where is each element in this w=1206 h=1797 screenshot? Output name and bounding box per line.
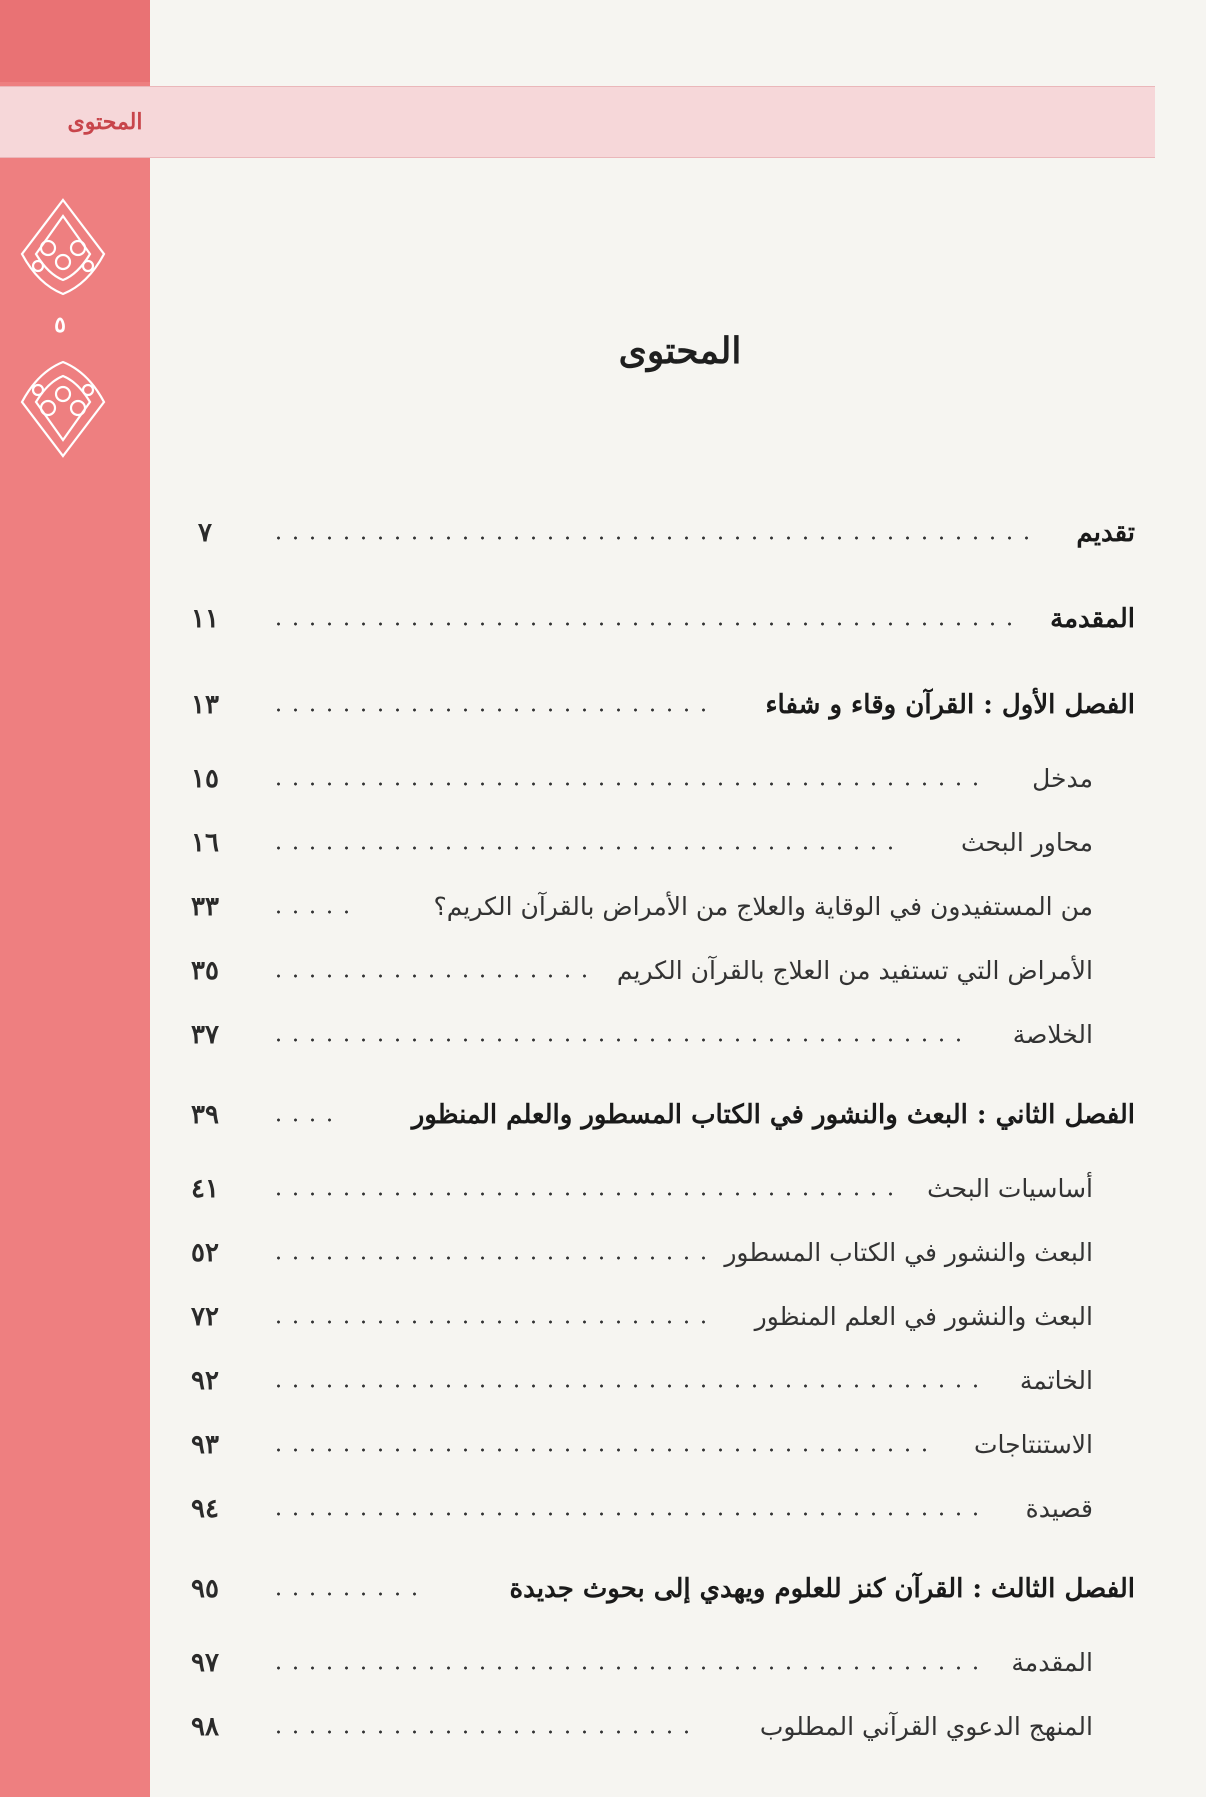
toc-row <box>175 1100 1155 1150</box>
toc-leader-dots <box>270 708 710 712</box>
toc-page-number: ٩٨ <box>191 1712 219 1742</box>
toc-entry-title: المنهج الدعوي القرآني المطلوب <box>759 1712 1093 1741</box>
ornament-top-icon <box>8 196 118 306</box>
toc-page-number: ٩٤ <box>191 1494 219 1524</box>
running-header-title: المحتوى <box>67 109 143 135</box>
toc-page-number: ٩٥ <box>191 1574 219 1604</box>
toc-page-number: ٣٣ <box>191 892 219 922</box>
toc-page-number: ١٥ <box>191 764 219 794</box>
toc-page-number: ١٦ <box>191 828 219 858</box>
toc-row <box>175 1238 1155 1288</box>
toc-entry-title: محاور البحث <box>960 828 1093 857</box>
toc-page-number: ٧ <box>198 518 212 548</box>
toc-page-number: ٣٩ <box>191 1100 219 1130</box>
toc-row <box>175 1174 1155 1224</box>
toc-row <box>175 1366 1155 1416</box>
toc-page-number: ١١ <box>191 604 219 634</box>
toc-entry-title: المقدمة <box>1011 1648 1093 1677</box>
toc-row <box>175 1020 1155 1070</box>
toc-leader-dots <box>270 910 360 914</box>
toc-entry-title: الفصل الثالث : القرآن كنز للعلوم ويهدي إلى بحوث جديدة <box>509 1574 1135 1604</box>
toc-entry-title: البعث والنشور في الكتاب المسطور <box>724 1238 1093 1267</box>
toc-leader-dots <box>270 1256 710 1260</box>
toc-row <box>175 690 1155 740</box>
side-strip-top <box>0 0 150 82</box>
toc-leader-dots <box>270 1192 900 1196</box>
toc-leader-dots <box>270 1118 342 1122</box>
toc-entry-title: من المستفيدون في الوقاية والعلاج من الأمراض بالقرآن الكريم؟ <box>433 892 1093 921</box>
toc-page-number: ١٣ <box>191 690 219 720</box>
toc-page-number: ٣٥ <box>191 956 219 986</box>
toc-entry-title: أساسيات البحث <box>927 1174 1093 1203</box>
toc-row <box>175 956 1155 1006</box>
toc-leader-dots <box>270 1320 710 1324</box>
toc-leader-dots <box>270 1592 425 1596</box>
toc-entry-title: البعث والنشور في العلم المنظور <box>754 1302 1093 1331</box>
running-header-band <box>0 86 1155 158</box>
toc-entry-title: الفصل الأول : القرآن وقاء و شفاء <box>765 690 1135 720</box>
toc-entry-title: الاستنتاجات <box>973 1430 1093 1459</box>
toc-row <box>175 764 1155 814</box>
toc-entry-title: مدخل <box>1032 764 1093 793</box>
toc-page-number: ٧٢ <box>191 1302 219 1332</box>
toc-row <box>175 828 1155 878</box>
toc-page-number: ٩٢ <box>191 1366 219 1396</box>
toc-entry-title: الفصل الثاني : البعث والنشور في الكتاب المسطور والعلم المنظور <box>411 1100 1135 1130</box>
toc-entry-title: الخلاصة <box>1012 1020 1093 1049</box>
toc-row <box>175 1430 1155 1480</box>
toc-entry-title: المقدمة <box>1050 604 1135 634</box>
toc-row <box>175 1712 1155 1762</box>
toc-row <box>175 518 1155 568</box>
toc-page-number: ٣٧ <box>191 1020 219 1050</box>
toc-leader-dots <box>270 974 590 978</box>
toc-row <box>175 604 1155 654</box>
toc-leader-dots <box>270 1730 690 1734</box>
toc-leader-dots <box>270 782 990 786</box>
toc-leader-dots <box>270 1384 985 1388</box>
toc-leader-dots <box>270 1666 990 1670</box>
toc-leader-dots <box>270 1038 960 1042</box>
toc-page-number: ٥٢ <box>191 1238 219 1268</box>
toc-leader-dots <box>270 1448 935 1452</box>
toc-entry-title: قصيدة <box>1025 1494 1093 1523</box>
toc-page-number: ٩٣ <box>191 1430 219 1460</box>
toc-row <box>175 892 1155 942</box>
toc-entry-title: تقديم <box>1076 518 1135 548</box>
toc-row <box>175 1648 1155 1698</box>
toc-page-number: ٩٧ <box>191 1648 219 1678</box>
toc-page-number: ٤١ <box>191 1174 219 1204</box>
ornament-bottom-icon <box>8 350 118 460</box>
toc-leader-dots <box>270 846 900 850</box>
toc-entry-title: الأمراض التي تستفيد من العلاج بالقرآن الكريم <box>616 956 1093 985</box>
toc-leader-dots <box>270 622 1025 626</box>
toc-leader-dots <box>270 1512 990 1516</box>
toc-entry-title: الخاتمة <box>1019 1366 1093 1395</box>
toc-row <box>175 1302 1155 1352</box>
toc-row <box>175 1574 1155 1624</box>
page-number: ٥ <box>54 312 66 338</box>
toc-leader-dots <box>270 536 1040 540</box>
toc-row <box>175 1494 1155 1544</box>
page-title: المحتوى <box>618 330 742 372</box>
